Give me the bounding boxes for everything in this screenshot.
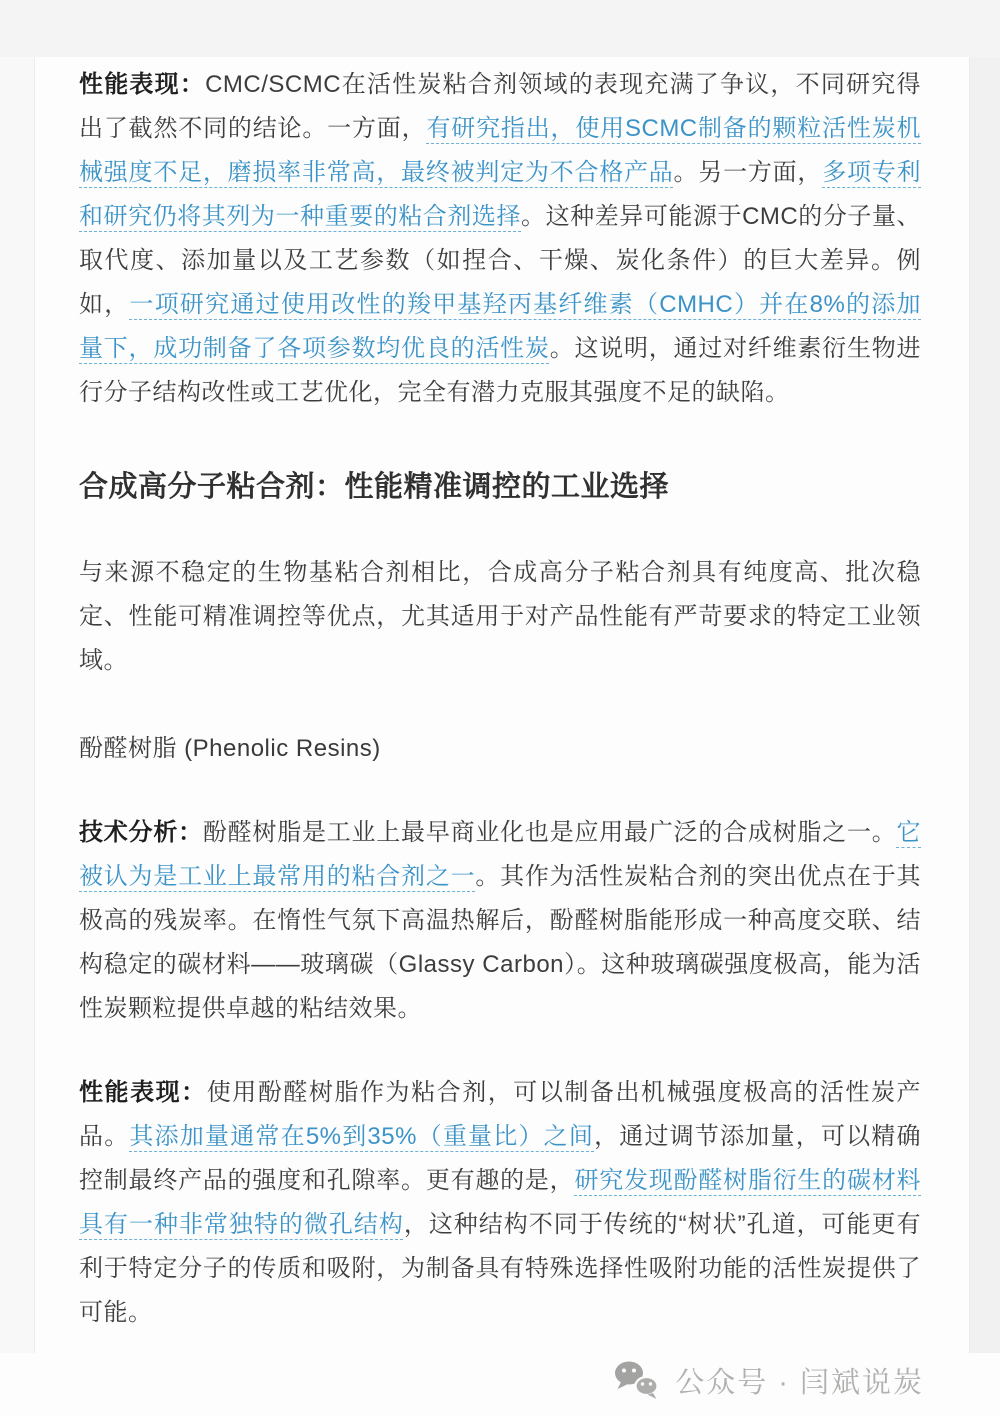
sub-heading: 酚醛树脂 (Phenolic Resins) [79,735,381,762]
citation-link[interactable]: 研究发现酚醛树脂衍生的碳材料具有一种非常独特的微孔结构 [79,1167,921,1238]
citation-link[interactable]: 它被认为是工业上最常用的粘合剂之一 [79,819,922,890]
watermark-label: 公众号 · 闫斌说炭 [675,1366,924,1399]
citation-link[interactable]: 一项研究通过使用改性的羧甲基羟丙基纤维素（CMHC）并在8%的添加量下，成功制备了各项参数均优良的活性炭 [79,291,922,362]
paragraph-text: ，通过调节添加量，可以精确控制最终产品的强度和孔隙率。更有趣的是， [79,1123,922,1194]
citation-link[interactable]: 多项专利和研究仍将其列为一种重要的粘合剂选择 [79,159,922,230]
wechat-logo-icon [613,1360,661,1400]
paragraph [79,1071,921,1335]
paragraph-label: 性能表现： [79,71,206,98]
paragraph-text: CMC/SCMC在活性炭粘合剂领域的表现充满了争议，不同研究得出了截然不同的结论。一方面， [79,71,921,142]
page-edge-top [0,0,1000,57]
paragraph-text: 酚醛树脂是工业上最早商业化也是应用最广泛的合成树脂之一。 [202,819,897,846]
paragraph [79,551,921,683]
paragraph-text: 与来源不稳定的生物基粘合剂相比，合成高分子粘合剂具有纯度高、批次稳定、性能可精准调控等优点，尤其适用于对产品性能有严苛要求的特定工业领域。 [79,559,921,674]
paragraph-label: 性能表现： [79,1079,207,1106]
page-edge-right [969,57,1000,1353]
paragraph-text: 使用酚醛树脂作为粘合剂，可以制备出机械强度极高的活性炭产品。 [79,1079,921,1150]
article-body [79,57,921,1375]
paragraph-text: ，这种结构不同于传统的“树状”孔道，可能更有利于特定分子的传质和吸附，为制备具有特殊选择性吸附功能的活性炭提供了可能。 [79,1211,922,1326]
page-edge-left [0,57,35,1353]
paragraph-text: 。这种差异可能源于CMC的分子量、取代度、添加量以及工艺参数（如捏合、干燥、炭化条件）的巨大差异。例如， [79,203,922,318]
paragraph-text: 。这说明，通过对纤维素衍生物进行分子结构改性或工艺优化，完全有潜力克服其强度不足的缺陷。 [79,335,922,406]
paragraph [79,811,921,1031]
paragraph-text: 。其作为活性炭粘合剂的突出优点在于其极高的残炭率。在惰性气氛下高温热解后，酚醛树脂能形成一种高度交联、结构稳定的碳材料——玻璃碳（Glassy Carbon）。这种玻璃碳强度极高，能为活性炭颗粒提供卓越的粘结效果。 [79,863,922,1022]
citation-link[interactable]: 有研究指出，使用SCMC制备的颗粒活性炭机械强度不足，磨损率非常高，最终被判定为不合格产品 [79,115,921,186]
citation-link[interactable]: 其添加量通常在5%到35%（重量比）之间 [129,1123,595,1150]
paragraph-label: 技术分析： [79,819,203,846]
watermark [0,1350,1000,1410]
section-heading: 合成高分子粘合剂：性能精准调控的工业选择 [79,471,670,503]
paragraph [79,63,921,415]
paragraph-text: 。另一方面， [673,159,823,186]
